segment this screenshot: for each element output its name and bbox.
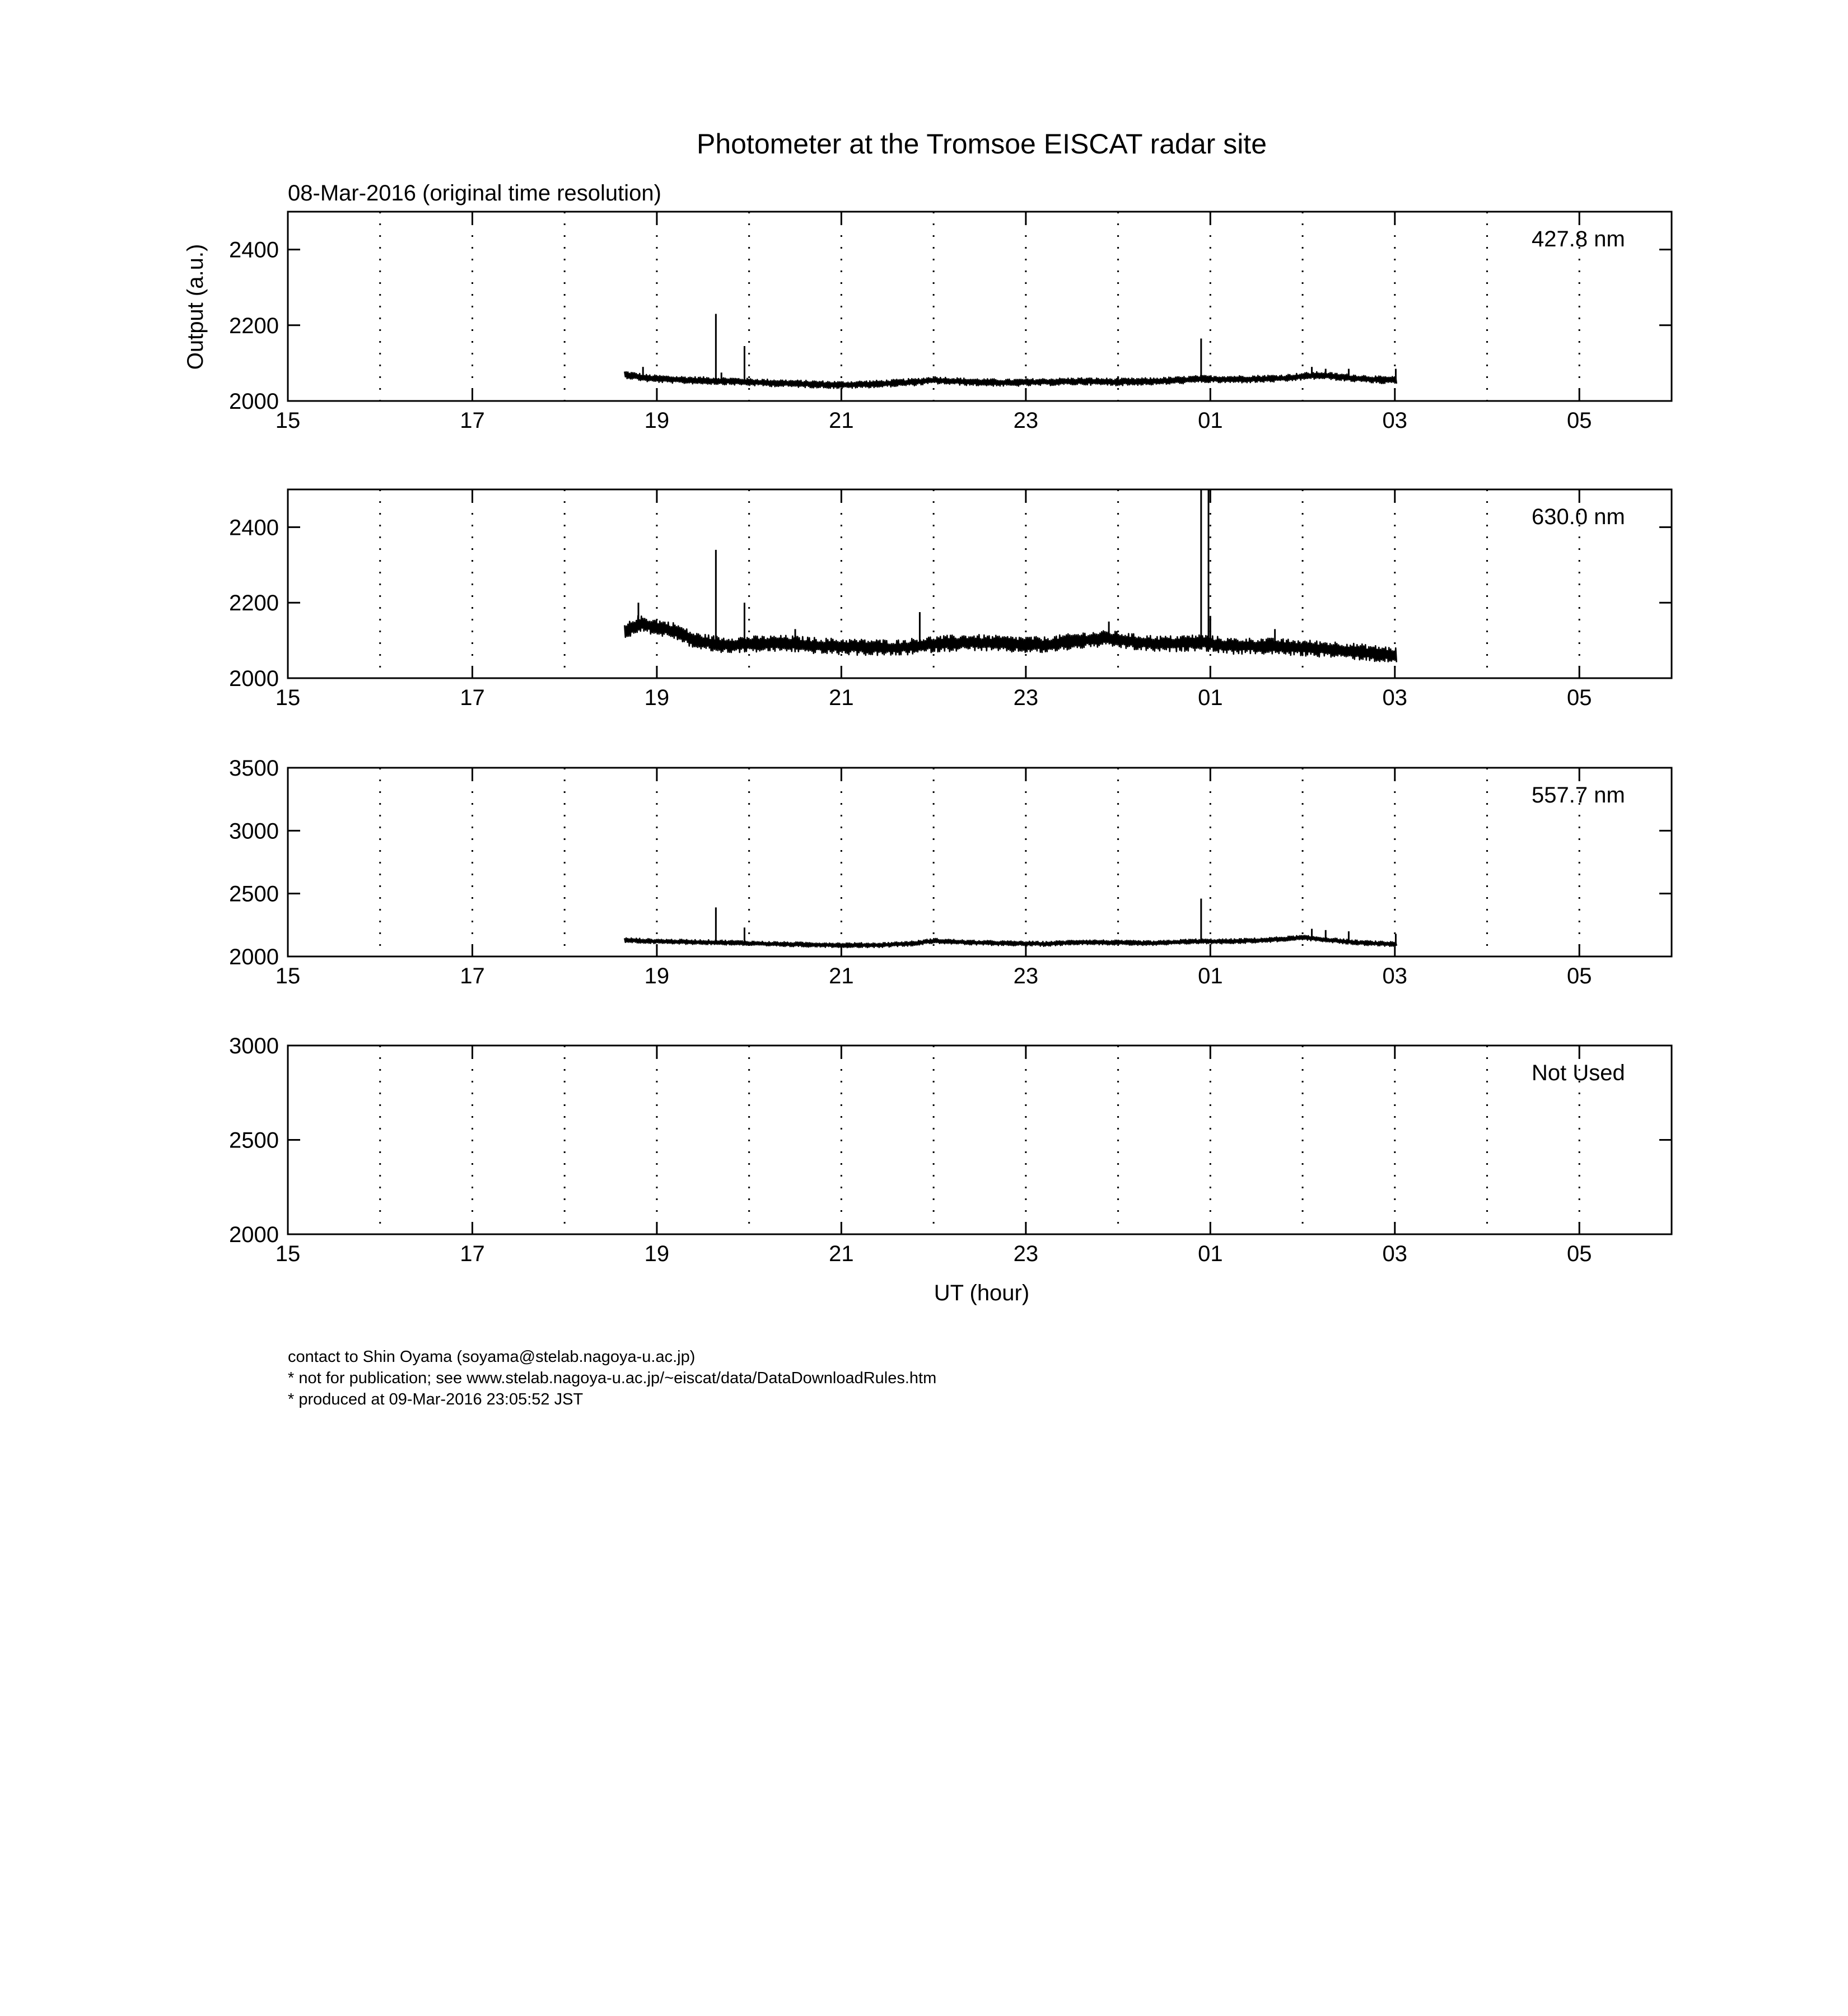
y-tick-label: 2500: [229, 881, 279, 907]
panels: [229, 212, 1672, 1266]
x-tick-label: 23: [1013, 1242, 1039, 1266]
panel-frame: [288, 768, 1672, 956]
panel-wavelength-label: 557.7 nm: [1532, 783, 1625, 808]
panel-wavelength-label: Not Used: [1532, 1061, 1625, 1085]
x-tick-label: 17: [460, 685, 485, 710]
x-tick-label: 15: [275, 408, 301, 433]
chart-title: Photometer at the Tromsoe EISCAT radar site: [696, 128, 1267, 160]
y-tick-label: 2200: [229, 313, 279, 338]
x-tick-label: 05: [1567, 685, 1592, 710]
x-tick-label: 03: [1382, 1242, 1408, 1266]
y-tick-label: 3000: [229, 1034, 279, 1058]
x-tick-label: 19: [644, 408, 670, 433]
x-tick-label: 21: [829, 964, 854, 988]
x-tick-label: 23: [1013, 408, 1039, 433]
x-tick-label: 21: [829, 1242, 854, 1266]
y-tick-label: 2400: [229, 237, 279, 263]
x-tick-label: 23: [1013, 964, 1039, 988]
x-tick-label: 17: [460, 408, 485, 433]
footer-produced-at: * produced at 09-Mar-2016 23:05:52 JST: [288, 1390, 584, 1408]
x-tick-label: 05: [1567, 408, 1592, 433]
x-tick-label: 17: [460, 1242, 485, 1266]
x-axis-label: UT (hour): [934, 1281, 1030, 1305]
y-tick-label: 3000: [229, 819, 279, 844]
x-tick-label: 01: [1198, 685, 1223, 710]
data-trace: [624, 616, 1397, 662]
footer-notes: [288, 1346, 936, 1410]
x-tick-label: 19: [644, 1242, 670, 1266]
y-tick-label: 2000: [229, 945, 279, 969]
panel-3: [229, 756, 1672, 988]
y-tick-label: 2400: [229, 515, 279, 540]
x-tick-label: 01: [1198, 964, 1223, 988]
panel-2: [229, 489, 1672, 710]
y-tick-label: 2500: [229, 1128, 279, 1153]
x-tick-label: 15: [275, 964, 301, 988]
x-tick-label: 19: [644, 964, 670, 988]
panel-frame: [288, 489, 1672, 678]
y-axis-label: Output (a.u.): [183, 244, 208, 370]
chart-subtitle: 08-Mar-2016 (original time resolution): [288, 181, 661, 206]
x-tick-label: 23: [1013, 685, 1039, 710]
y-tick-label: 2000: [229, 1222, 279, 1247]
panel-1: [229, 212, 1672, 433]
data-trace: [624, 372, 1397, 389]
x-tick-label: 15: [275, 685, 301, 710]
y-tick-label: 3500: [229, 756, 279, 781]
x-tick-label: 21: [829, 685, 854, 710]
x-tick-label: 03: [1382, 685, 1408, 710]
data-trace: [624, 936, 1397, 948]
x-tick-label: 01: [1198, 1242, 1223, 1266]
y-tick-label: 2000: [229, 666, 279, 691]
x-tick-label: 03: [1382, 408, 1408, 433]
x-tick-label: 21: [829, 408, 854, 433]
x-tick-label: 15: [275, 1242, 301, 1266]
panel-wavelength-label: 427.8 nm: [1532, 227, 1625, 251]
x-tick-label: 05: [1567, 1242, 1592, 1266]
y-tick-label: 2000: [229, 389, 279, 414]
x-tick-label: 01: [1198, 408, 1223, 433]
x-tick-label: 19: [644, 685, 670, 710]
panel-frame: [288, 212, 1672, 401]
panel-wavelength-label: 630.0 nm: [1532, 505, 1625, 529]
x-tick-label: 03: [1382, 964, 1408, 988]
panel-frame: [288, 1046, 1672, 1234]
footer-publication-note: * not for publication; see www.stelab.nagoya-u.ac.jp/~eiscat/data/DataDownloadRules.htm: [288, 1369, 937, 1387]
footer-contact: contact to Shin Oyama (soyama@stelab.nagoya-u.ac.jp): [288, 1348, 696, 1366]
y-tick-label: 2200: [229, 591, 279, 616]
x-tick-label: 17: [460, 964, 485, 988]
x-tick-label: 05: [1567, 964, 1592, 988]
panel-4: [229, 1034, 1672, 1266]
